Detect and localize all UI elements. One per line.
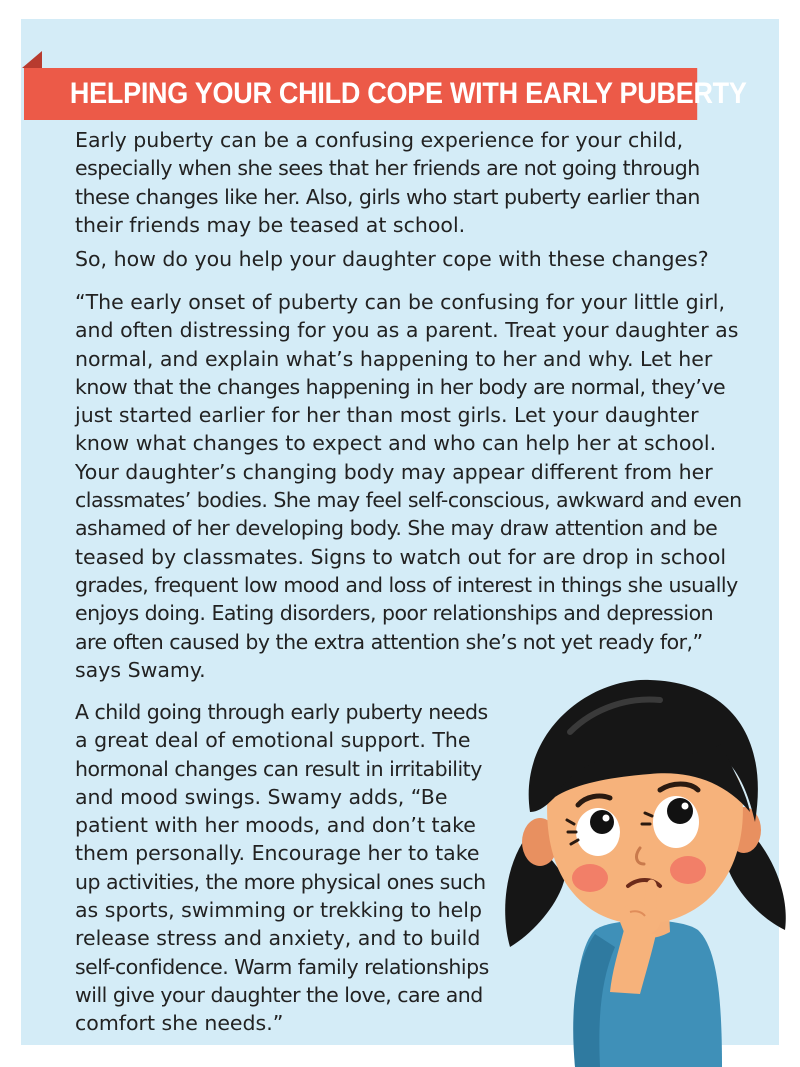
text-line: classmates’ bodies. She may feel self-conscious, awkward and even xyxy=(75,488,742,513)
text-line: their friends may be teased at school. xyxy=(75,212,466,237)
text-line: patient with her moods, and don’t take xyxy=(75,813,476,838)
paragraph-support xyxy=(75,698,530,1038)
text-line: enjoys doing. Eating disorders, poor relationships and depression xyxy=(75,601,714,626)
paragraph-question xyxy=(75,245,775,273)
text-line: know what changes to expect and who can help her at school. xyxy=(75,431,717,456)
text-line: A child going through early puberty needs xyxy=(75,700,488,724)
text-line: comfort she needs.” xyxy=(75,1011,284,1036)
heading-ribbon-fold xyxy=(22,51,42,68)
paragraph-intro xyxy=(75,126,775,239)
text-line: just started earlier for her than most girls. Let your daughter xyxy=(75,403,699,428)
text-line: teased by classmates. Signs to watch out for are drop in school xyxy=(75,544,727,569)
text-line: hormonal changes can result in irritability xyxy=(75,756,482,781)
text-line: release stress and anxiety, and to build xyxy=(75,926,481,951)
right-cheek xyxy=(670,856,706,884)
text-line: “The early onset of puberty can be confusing for your little girl, xyxy=(75,290,725,314)
article-heading: HELPING YOUR CHILD COPE WITH EARLY PUBERTY xyxy=(24,68,697,120)
text-line: says Swamy. xyxy=(75,657,206,682)
text-line: Your daughter’s changing body may appear different from her xyxy=(75,459,713,484)
left-pupil xyxy=(590,810,614,834)
thinking-girl-illustration xyxy=(500,672,792,1067)
text-line: will give your daughter the love, care and xyxy=(75,982,483,1007)
text-line: a great deal of emotional support. The xyxy=(75,728,471,753)
paragraph-quote xyxy=(75,288,780,684)
text-line: and mood swings. Swamy adds, “Be xyxy=(75,784,448,809)
text-line: So, how do you help your daughter cope with these changes? xyxy=(75,247,709,271)
text-line: know that the changes happening in her body are normal, they’ve xyxy=(75,374,726,399)
text-line: Early puberty can be a confusing experience for your child, xyxy=(75,128,684,152)
text-line: ashamed of her developing body. She may draw attention and be xyxy=(75,516,718,541)
right-eye-shine xyxy=(682,803,689,810)
text-line: grades, frequent low mood and loss of interest in things she usually xyxy=(75,572,738,597)
text-line: up activities, the more physical ones such xyxy=(75,869,486,894)
text-line: and often distressing for you as a parent. Treat your daughter as xyxy=(75,318,739,343)
text-line: as sports, swimming or trekking to help xyxy=(75,898,482,923)
right-pupil xyxy=(667,798,693,824)
left-eye-shine xyxy=(603,815,610,822)
text-line: them personally. Encourage her to take xyxy=(75,841,480,866)
text-line: are often caused by the extra attention she’s not yet ready for,” xyxy=(75,629,703,654)
text-line: these changes like her. Also, girls who start puberty earlier than xyxy=(75,184,700,209)
text-line: self-confidence. Warm family relationships xyxy=(75,954,489,979)
left-cheek xyxy=(572,864,608,892)
text-line: especially when she sees that her friends are not going through xyxy=(75,156,700,181)
text-line: normal, and explain what’s happening to her and why. Let her xyxy=(75,346,713,371)
